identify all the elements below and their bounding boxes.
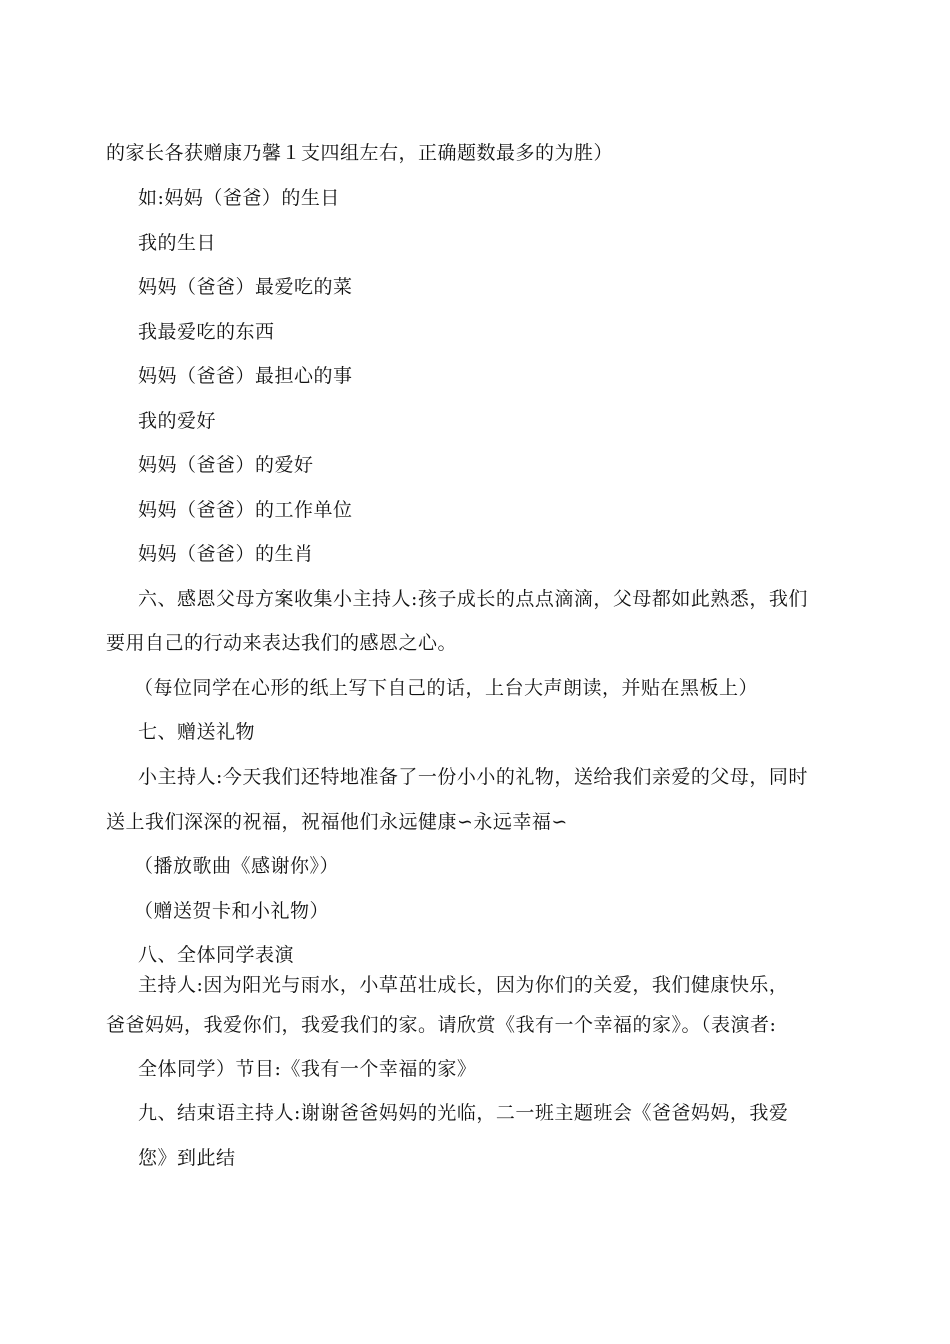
text-line: 我的生日 [138,232,217,254]
text-line: 妈妈（爸爸）最担心的事 [138,365,353,387]
text-line: 妈妈（爸爸）的生肖 [138,543,314,565]
text-line: 主持人:因为阳光与雨水，小草茁壮成长，因为你们的关爱，我们健康快乐， [138,974,789,996]
text-line: 送上我们深深的祝福，祝福他们永远健康∽永远幸福∽ [106,811,568,833]
text-line: 妈妈（爸爸）的爱好 [138,454,314,476]
section-heading-eight: 八、全体同学表演 [138,944,295,966]
text-line: （每位同学在心形的纸上写下自己的话，上台大声朗读，并贴在黑板上） [134,677,759,699]
text-line: 妈妈（爸爸）的工作单位 [138,499,353,521]
text-line: 全体同学）节目:《我有一个幸福的家》 [138,1058,477,1080]
text-line: 妈妈（爸爸）最爱吃的菜 [138,276,353,298]
text-line: （播放歌曲《感谢你》） [134,855,340,877]
text-line: 您》到此结 [138,1147,236,1169]
text-line: 的家长各获赠康乃馨１支四组左右，正确题数最多的为胜） [106,142,614,164]
section-heading-seven: 七、赠送礼物 [138,721,256,743]
section-heading-nine: 九、结束语主持人:谢谢爸爸妈妈的光临，二一班主题班会《爸爸妈妈，我爱 [138,1102,789,1124]
text-line: 如:妈妈（爸爸）的生日 [138,187,340,209]
text-line: 我最爱吃的东西 [138,321,275,343]
text-line: （赠送贺卡和小礼物） [134,900,330,922]
text-line: 爸爸妈妈，我爱你们，我爱我们的家。请欣赏《我有一个幸福的家》。（表演者: [106,1014,777,1036]
text-line: 要用自己的行动来表达我们的感恩之心。 [106,632,458,654]
text-line: 我的爱好 [138,410,217,432]
text-line: 小主持人:今天我们还特地准备了一份小小的礼物，送给我们亲爱的父母，同时 [138,766,808,788]
section-heading-six: 六、感恩父母方案收集小主持人:孩子成长的点点滴滴，父母都如此熟悉，我们 [138,588,808,610]
